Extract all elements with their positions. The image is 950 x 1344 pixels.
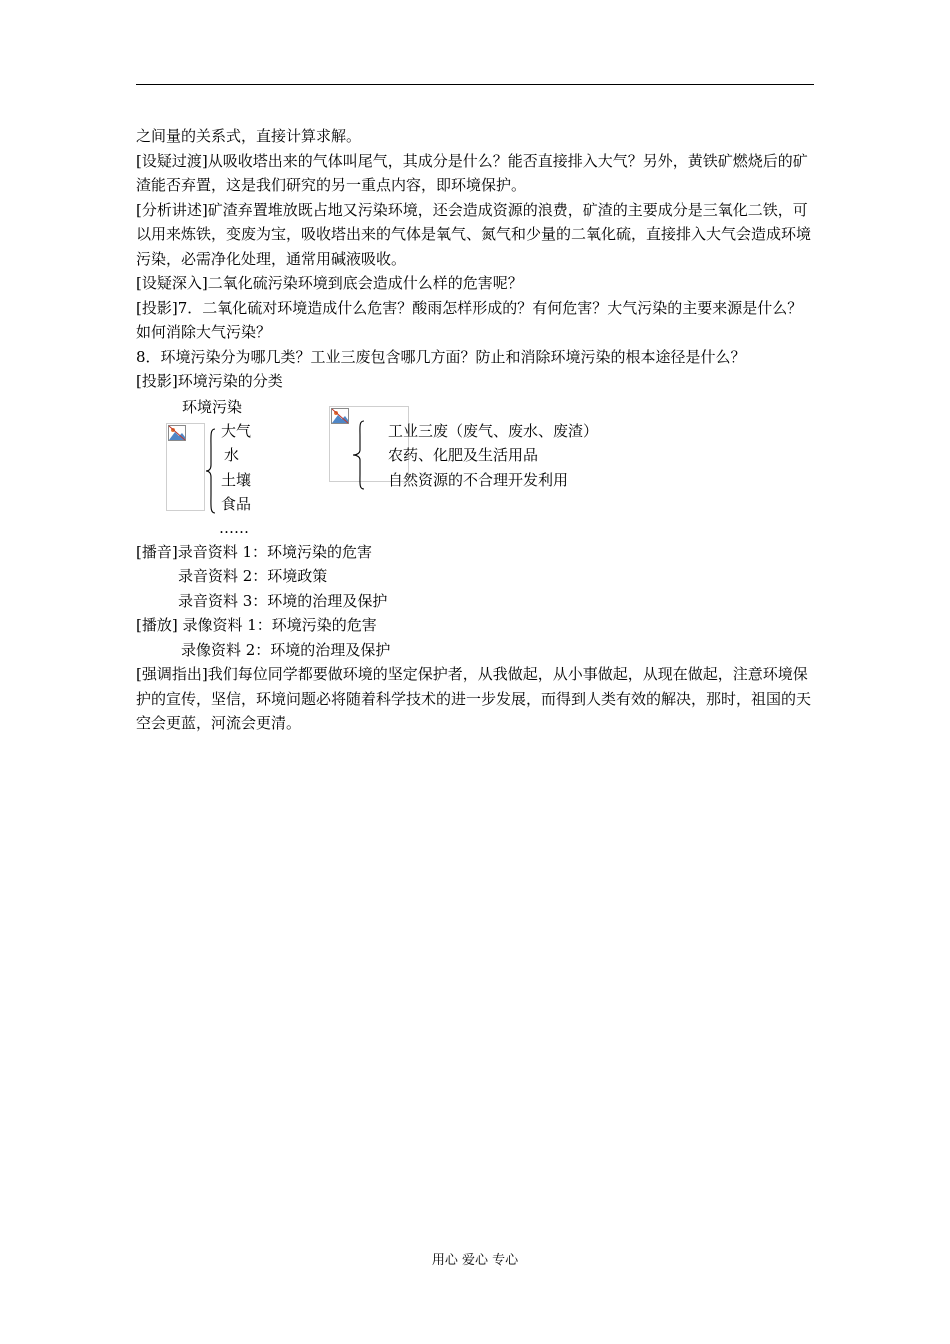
paragraph-projection-classification: [投影]环境污染的分类: [136, 372, 283, 390]
pollution-type-air: 大气: [221, 421, 252, 440]
audio-label: [播音]: [136, 542, 178, 561]
paragraph-transition: [设疑过渡]从吸收塔出来的气体叫尾气，其成分是什么？能否直接排入大气？另外，黄铁矿燃烧后的矿渣能否弃置，这是我们研究的另一重点内容，即环境保护。: [136, 151, 808, 194]
broken-image-icon: [331, 408, 349, 424]
pollution-type-water: 水: [224, 445, 240, 464]
page-footer: 用心 爱心 专心: [431, 1253, 519, 1268]
video-label: [播放]: [136, 616, 183, 634]
pollution-type-food: 食品: [221, 494, 252, 513]
pollution-classification-diagram: [136, 394, 816, 540]
pollution-type-soil: 土壤: [221, 470, 252, 489]
header-rule: [136, 84, 814, 85]
image-placeholder-left: [166, 423, 205, 511]
video-item-1: 录像资料 1：环境污染的危害: [182, 616, 377, 634]
paragraph-projection-7: [投影]7．二氧化硫对环境造成什么危害？酸雨怎样形成的？有何危害？大气污染的主要来源是什么？如何消除大气污染？: [136, 298, 803, 341]
video-line-1: [136, 613, 816, 638]
audio-item-1: 录音资料 1：环境污染的危害: [177, 542, 373, 561]
audio-line-1: [136, 540, 816, 565]
audio-item-3: 录音资料 3：环境的治理及保护: [178, 591, 388, 610]
pollution-source-resources: 自然资源的不合理开发利用: [388, 470, 569, 489]
audio-item-2: 录音资料 2：环境政策: [178, 567, 328, 585]
paragraph-question: [设疑深入]二氧化硫污染环境到底会造成什么样的危害呢？: [136, 274, 523, 292]
paragraph-analysis: [分析讲述]矿渣弃置堆放既占地又污染环境，还会造成资源的浪费，矿渣的主要成分是三氧化二铁，可以用来炼铁，变废为宝，吸收塔出来的气体是氧气、氮气和少量的二氧化硫，直接排入大气会造成环境污染，必需净化处理，通常用碱液吸收。: [136, 200, 812, 268]
diagram-ellipsis: ……: [219, 518, 249, 537]
document-body: [136, 124, 816, 736]
paragraph-question-8: 8．环境污染分为哪几类？工业三废包含哪几方面？防止和消除环境污染的根本途径是什么？: [136, 347, 746, 366]
video-item-2: 录像资料 2：环境的治理及保护: [181, 640, 391, 659]
left-brace: [205, 428, 217, 514]
diagram-title: 环境污染: [182, 397, 243, 416]
paragraph-closing: [强调指出]我们每位同学都要做环境的坚定保护者，从我做起，从小事做起，从现在做起，注意环境保护的宣传，坚信，环境问题必将随着科学技术的进一步发展，而得到人类有效的解决，那时，祖国的天空会更蓝，河流会更清。: [136, 665, 812, 732]
pollution-source-agricultural: 农药、化肥及生活用品: [388, 445, 539, 464]
broken-image-icon: [168, 425, 186, 441]
pollution-source-industrial: 工业三废（废气、废水、废渣）: [388, 421, 599, 440]
right-brace: [352, 420, 366, 490]
paragraph-intro: 之间量的关系式，直接计算求解。: [136, 127, 362, 145]
